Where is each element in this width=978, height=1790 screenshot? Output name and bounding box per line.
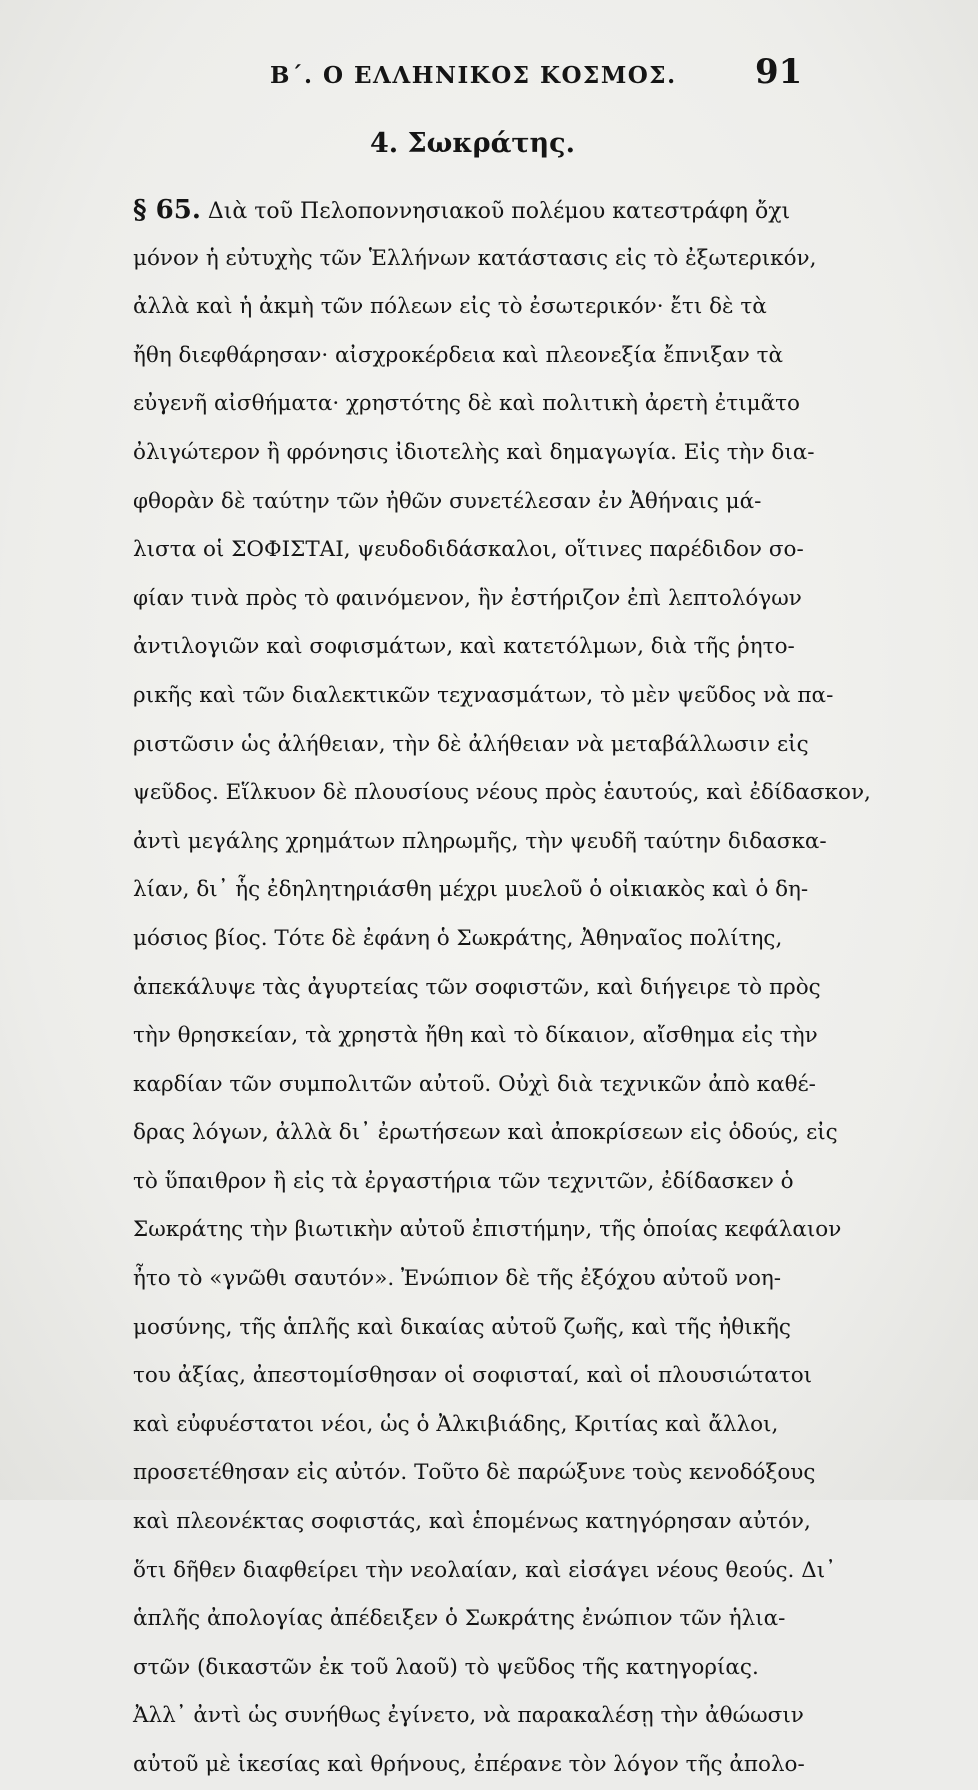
text-line: προσετέθησαν εἰς αὐτόν. Τοῦτο δὲ παρώξυνε τοὺς κενοδόξους <box>133 1460 816 1486</box>
text-line: ριστῶσιν ὡς ἀλήθειαν, τὴν δὲ ἀλήθειαν νὰ μεταβάλλωσιν εἰς <box>133 731 809 757</box>
text-line: ἀπεκάλυψε τὰς ἀγυρτείας τῶν σοφιστῶν, καὶ διήγειρε τὸ πρὸς <box>133 974 821 1000</box>
text-line: τὴν θρησκείαν, τὰ χρηστὰ ἤθη καὶ τὸ δίκαιον, αἴσθημα εἰς τὴν <box>133 1023 818 1049</box>
text-line-content: Διὰ τοῦ Πελοποννησιακοῦ πολέμου κατεστράφη ὄχι <box>200 199 791 224</box>
text-line: φθορὰν δὲ ταύτην τῶν ἠθῶν συνετέλεσαν ἐν Ἀθήναις μά- <box>133 488 762 514</box>
text-line: αὐτοῦ μὲ ἱκεσίας καὶ θρήνους, ἐπέρανε τὸν λόγον τῆς ἀπολο- <box>133 1752 805 1777</box>
text-line: ὅτι δῆθεν διαφθείρει τὴν νεολαίαν, καὶ εἰσάγει νέους θεούς. Δι᾽ <box>133 1557 836 1583</box>
text-line: μοσύνης, τῆς ἁπλῆς καὶ δικαίας αὐτοῦ ζωῆς, καὶ τῆς ἠθικῆς <box>133 1314 791 1340</box>
text-line: καρδίαν τῶν συμπολιτῶν αὐτοῦ. Οὐχὶ διὰ τεχνικῶν ἀπὸ καθέ- <box>133 1071 816 1097</box>
text-line: μόσιος βίος. Τότε δὲ ἐφάνη ὁ Σωκράτης, Ἀθηναῖος πολίτης, <box>133 925 783 951</box>
running-title: Β΄. Ο ΕΛΛΗΝΙΚΟΣ ΚΟΣΜΟΣ. <box>270 62 677 89</box>
text-line: καὶ εὐφυέστατοι νέοι, ὡς ὁ Ἀλκιβιάδης, Κριτίας καὶ ἄλλοι, <box>133 1411 779 1437</box>
text-line: μόνον ἡ εὐτυχὴς τῶν Ἑλλήνων κατάστασις εἰς τὸ ἐξωτερικόν, <box>133 245 817 271</box>
text-line: ἀντὶ μεγάλης χρημάτων πληρωμῆς, τὴν ψευδῆ ταύτην διδασκα- <box>133 828 827 854</box>
text-line: λίαν, δι᾽ ἧς ἐδηλητηριάσθη μέχρι μυελοῦ ὁ οἰκιακὸς καὶ ὁ δη- <box>133 877 809 903</box>
text-line <box>133 186 823 235</box>
text-line: καὶ πλεονέκτας σοφιστάς, καὶ ἑπομένως κατηγόρησαν αὐτόν, <box>133 1509 811 1535</box>
section-mark: § 65. <box>133 195 201 225</box>
text-line: ψεῦδος. Εἵλκυον δὲ πλουσίους νέους πρὸς ἑαυτούς, καὶ ἐδίδασκον, <box>133 780 871 806</box>
text-line: ἀντιλογιῶν καὶ σοφισμάτων, καὶ κατετόλμων, διὰ τῆς ῥητο- <box>133 634 795 660</box>
section-heading: 4. Σωκράτης. <box>370 128 575 159</box>
text-line: ἀλλὰ καὶ ἡ ἀκμὴ τῶν πόλεων εἰς τὸ ἐσωτερικόν· ἔτι δὲ τὰ <box>133 294 767 320</box>
text-line: Σωκράτης τὴν βιωτικὴν αὐτοῦ ἐπιστήμην, τῆς ὁποίας κεφάλαιον <box>133 1217 842 1243</box>
text-line: Ἀλλ᾽ ἀντὶ ὡς συνήθως ἐγίνετο, νὰ παρακαλέσῃ τὴν ἀθώωσιν <box>133 1703 804 1729</box>
text-line: ρικῆς καὶ τῶν διαλεκτικῶν τεχνασμάτων, τὸ μὲν ψεῦδος νὰ πα- <box>133 682 834 708</box>
text-line: ἁπλῆς ἀπολογίας ἀπέδειξεν ὁ Σωκράτης ἐνώπιον τῶν ἡλια- <box>133 1606 786 1632</box>
text-line: τὸ ὕπαιθρον ἢ εἰς τὰ ἐργαστήρια τῶν τεχνιτῶν, ἐδίδασκεν ὁ <box>133 1168 794 1194</box>
paragraph-body <box>133 186 871 1790</box>
text-line: ἤθη διεφθάρησαν· αἰσχροκέρδεια καὶ πλεονεξία ἔπνιξαν τὰ <box>133 342 784 368</box>
text-line: εὐγενῆ αἰσθήματα· χρηστότης δὲ καὶ πολιτικὴ ἀρετὴ ἐτιμᾶτο <box>133 391 800 417</box>
text-line: φίαν τινὰ πρὸς τὸ φαινόμενον, ἣν ἐστήριζον ἐπὶ λεπτολόγων <box>133 585 802 611</box>
text-line: στῶν (δικαστῶν ἐκ τοῦ λαοῦ) τὸ ψεῦδος τῆς κατηγορίας. <box>133 1654 759 1680</box>
text-line: ὀλιγώτερον ἢ φρόνησις ἰδιοτελὴς καὶ δημαγωγία. Εἰς τὴν δια- <box>133 439 815 465</box>
text-line: ἦτο τὸ «γνῶθι σαυτόν». Ἐνώπιον δὲ τῆς ἐξόχου αὐτοῦ νοη- <box>133 1266 782 1292</box>
running-head <box>270 52 830 102</box>
text-line: του ἀξίας, ἀπεστομίσθησαν οἱ σοφισταί, καὶ οἱ πλουσιώτατοι <box>133 1363 813 1389</box>
page-number: 91 <box>755 52 803 92</box>
text-line: δρας λόγων, ἀλλὰ δι᾽ ἐρωτήσεων καὶ ἀποκρίσεων εἰς ὁδούς, εἰς <box>133 1120 838 1146</box>
text-line: λιστα οἱ ΣΟΦΙΣΤΑΙ, ψευδοδιδάσκαλοι, οἵτινες παρέδιδον σο- <box>133 537 804 563</box>
